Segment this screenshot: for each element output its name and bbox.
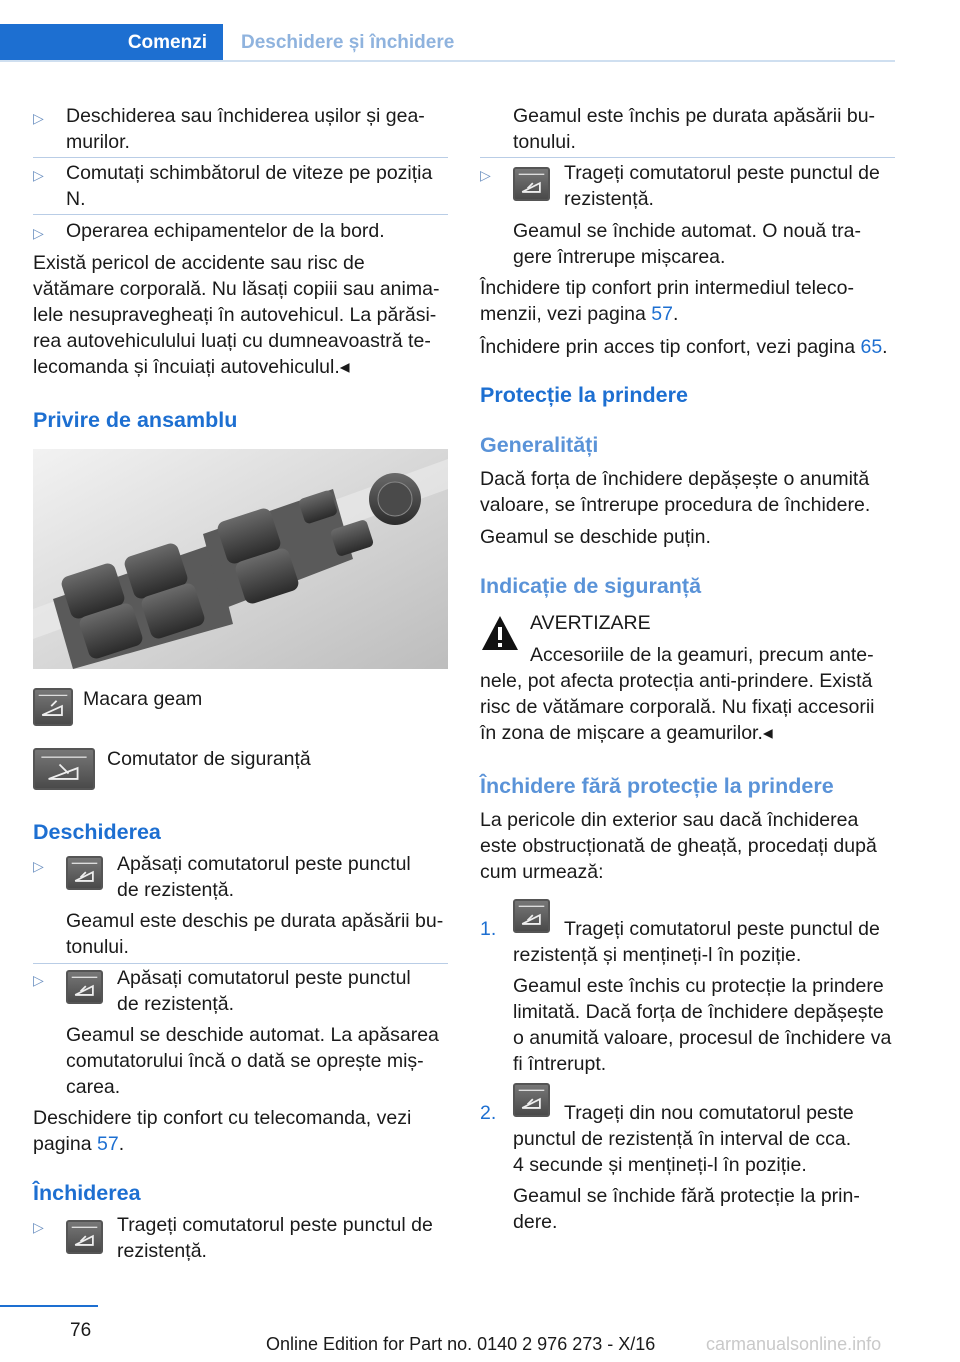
edition-text: Online Edition for Part no. 0140 2 976 273 - X/16 [266, 1334, 656, 1354]
open-text: carea. [66, 1076, 121, 1098]
bullet-arrow-icon: ▷ [480, 167, 491, 183]
open-text: tonului. [66, 936, 129, 958]
open-text: de rezistență. [117, 993, 235, 1015]
close-text: tonului. [513, 131, 576, 153]
warning-triangle-icon [480, 614, 520, 652]
close-text: Trageți comutatorul peste punctul de [564, 162, 880, 184]
safety-switch-icon [33, 748, 95, 790]
nopinch-text: este obstrucționată de gheață, procedați după [480, 835, 877, 857]
warning-text: Există pericol de accidente sau risc de [33, 252, 365, 274]
warning-text: nele, pot afecta protecția anti-prindere. Există [480, 670, 873, 692]
tab-comenzi[interactable]: Comenzi [0, 24, 223, 62]
general-text: valoare, se întrerupe procedura de închidere. [480, 494, 871, 516]
open-text: Apăsați comutatorul peste punctul [117, 967, 411, 989]
divider [33, 214, 448, 215]
open-text: de rezistență. [117, 879, 235, 901]
bullet-text: murilor. [66, 131, 130, 153]
comfort-close-end: . [672, 303, 679, 325]
warning-text: risc de vătămare corporală. Nu fixați accesorii [480, 696, 875, 718]
heading-pinch-protection: Protecție la prindere [480, 383, 688, 407]
step-text: dere. [513, 1211, 558, 1233]
warning-text: lele nesupravegheați în autovehicul. La părăsi- [33, 304, 437, 326]
bullet-arrow-icon: ▷ [33, 167, 44, 183]
step-text: Geamul este închis cu protecție la prindere [513, 975, 884, 997]
page-link-57[interactable]: 57 [96, 1133, 119, 1155]
window-switch-icon [66, 1220, 103, 1254]
divider [33, 963, 448, 964]
warning-text: lecomanda și încuiați autovehiculul.◂ [33, 356, 350, 378]
heading-overview: Privire de ansamblu [33, 408, 238, 432]
window-switch-photo [33, 449, 448, 669]
warning-text: Accesoriile de la geamuri, precum ante- [530, 644, 874, 666]
bullet-arrow-icon: ▷ [33, 972, 44, 988]
step-text: Trageți din nou comutatorul peste [564, 1102, 854, 1124]
page-number: 76 [70, 1320, 92, 1341]
open-text: Geamul este deschis pe durata apăsării bu- [66, 910, 444, 932]
warning-text: în zona de mișcare a geamurilor.◂ [480, 722, 773, 744]
step-number: 1. [480, 918, 497, 940]
bullet-text: Operarea echipamentelor de la bord. [66, 220, 385, 242]
step-text: fi întrerupt. [513, 1053, 607, 1075]
heading-closing-without-protection: Închidere fără protecție la prindere [480, 774, 834, 798]
step-text: punctul de rezistență în interval de cca. [513, 1128, 852, 1150]
legend-window-lift: Macara geam [83, 688, 203, 710]
window-switch-icon [66, 856, 103, 890]
step-text: 4 secunde și mențineți-l în poziție. [513, 1154, 807, 1176]
window-lift-icon [33, 688, 73, 726]
heading-opening: Deschiderea [33, 820, 161, 844]
bullet-arrow-icon: ▷ [33, 225, 44, 241]
close-text: Trageți comutatorul peste punctul de [117, 1214, 433, 1236]
comfort-access-prefix: Închidere prin acces tip confort, vezi pagina [480, 336, 861, 358]
header-rule [0, 60, 895, 62]
nopinch-text: La pericole din exterior sau dacă închiderea [480, 809, 859, 831]
step-text: o anumită valoare, procesul de închidere va [513, 1027, 892, 1049]
close-text: gere întrerupe mișcarea. [513, 246, 726, 268]
nopinch-text: cum urmează: [480, 861, 604, 883]
bullet-arrow-icon: ▷ [33, 110, 44, 126]
heading-closing: Închiderea [33, 1181, 141, 1205]
step-text: rezistență și mențineți-l în poziție. [513, 944, 802, 966]
chapter-header [0, 24, 895, 62]
open-text: Apăsați comutatorul peste punctul [117, 853, 411, 875]
comfort-close-line [480, 301, 678, 327]
general-text: Geamul se deschide puțin. [480, 526, 711, 548]
footer-rule [0, 1305, 98, 1307]
close-text: Geamul se închide automat. O nouă tra- [513, 220, 861, 242]
warning-text: rea autovehiculului luați cu dumneavoastră te- [33, 330, 431, 352]
step-number: 2. [480, 1102, 497, 1124]
comfort-open-text: Deschidere tip confort cu telecomanda, vezi [33, 1107, 412, 1129]
watermark: carmanualsonline.info [706, 1334, 882, 1354]
comfort-close-prefix: menzii, vezi pagina [480, 303, 652, 325]
step-text: Trageți comutatorul peste punctul de [564, 918, 880, 940]
heading-general: Generalități [480, 433, 599, 457]
window-switch-icon [513, 167, 550, 201]
close-text: rezistență. [564, 188, 654, 210]
bullet-text: Deschiderea sau închiderea ușilor și gea- [66, 105, 425, 127]
comfort-close-text: Închidere tip confort prin intermediul teleco- [480, 277, 854, 299]
comfort-access-line [480, 334, 888, 360]
warning-text: vătămare corporală. Nu lăsați copiii sau anima- [33, 278, 440, 300]
step-text: Geamul se închide fără protecție la prin- [513, 1185, 860, 1207]
heading-safety-note: Indicație de siguranță [480, 574, 702, 598]
tab-deschidere-inchidere[interactable]: Deschidere și închidere [241, 32, 455, 53]
window-switch-icon [513, 899, 550, 933]
general-text: Dacă forța de închidere depășește o anumită [480, 468, 870, 490]
bullet-arrow-icon: ▷ [33, 1219, 44, 1235]
warning-title: AVERTIZARE [530, 612, 651, 634]
divider [33, 157, 448, 158]
legend-safety-switch: Comutator de siguranță [107, 748, 311, 770]
page-link-65[interactable]: 65 [860, 336, 883, 358]
bullet-arrow-icon: ▷ [33, 858, 44, 874]
window-switch-icon [513, 1083, 550, 1117]
open-text: comutatorului încă o dată se oprește miș- [66, 1050, 424, 1072]
comfort-open-prefix: pagina [33, 1133, 97, 1155]
bullet-text: Comutați schimbătorul de viteze pe poziția [66, 162, 433, 184]
window-switch-icon [66, 970, 103, 1004]
page-link-57[interactable]: 57 [651, 303, 673, 325]
close-text: rezistență. [117, 1240, 207, 1262]
open-text: Geamul se deschide automat. La apăsarea [66, 1024, 439, 1046]
divider [480, 157, 895, 158]
bullet-text: N. [66, 188, 86, 210]
close-text: Geamul este închis pe durata apăsării bu- [513, 105, 876, 127]
step-text: limitată. Dacă forța de închidere depășește [513, 1001, 884, 1023]
comfort-open-end: . [118, 1133, 125, 1155]
comfort-open-line [33, 1131, 124, 1157]
comfort-access-end: . [882, 336, 888, 358]
